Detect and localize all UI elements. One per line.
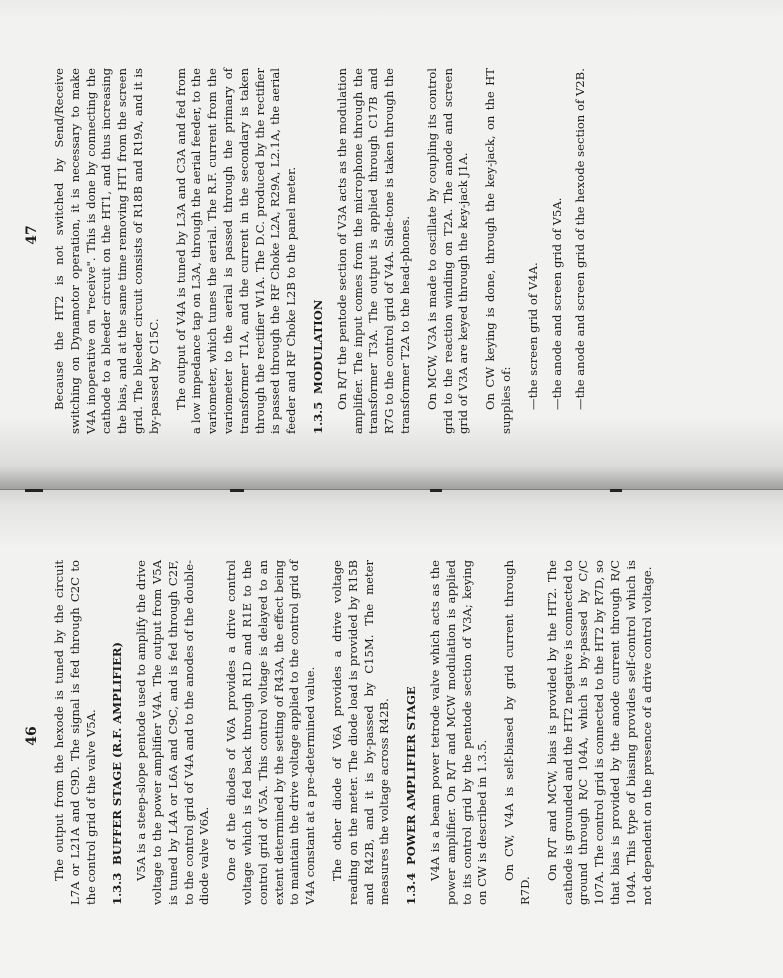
paragraph: V4A is a beam power tetrode valve which acts as the power amplifier. On R/T and MCW modulation is applied to its control grid by the pentode section of V3A; keying on CW is described in 1.3.5.	[427, 560, 490, 905]
binding-stitch	[230, 489, 244, 492]
page-47-text-column	[52, 68, 597, 434]
page-46-text-column	[52, 560, 666, 905]
section-number: 1.3.4	[404, 872, 419, 905]
paragraph: The output of V4A is tuned by L3A and C3A and fed from a low impedance tap on L3A, through the aerial feeder, to the variometer, which tunes the aerial. The R.F. current from the variometer to the aerial is passed through the primary of transformer T1A, and the current in the secondary is taken through the rectifier W1A. The D.C. produced by the rectifier is passed through the RF Choke L2A, R29A, L2.1A, the aerial feeder and RF Choke L2B to the panel meter.	[173, 68, 299, 434]
page-46	[0, 490, 783, 978]
section-title: MODULATION	[310, 299, 325, 394]
binding-stitch	[430, 489, 442, 492]
paragraph: One of the diodes of V6A provides a drive control voltage which is fed back through R1D and R1E to the control grid of V5A. This control voltage is delayed to an extent determined by the setting of R43A, the effect being to maintain the drive voltage applied to the control grid of V4A constant at a pre-determined value.	[224, 560, 318, 905]
binding-stitch	[25, 489, 43, 492]
paragraph: On CW, V4A is self-biased by grid current through R7D.	[502, 560, 532, 905]
section-number: 1.3.3	[110, 872, 125, 905]
list-item: —the anode and screen grid of the hexode section of V2B.	[573, 68, 588, 410]
paragraph: V5A is a steep-slope pentode used to amplify the drive voltage to the power amplifier V4A. The output from V5A is tuned by L4A or L6A and C9C, and is fed through C2F, to the control grid of V4A and to the anodes of the double-diode valve V6A.	[134, 560, 212, 905]
page-number: 46	[24, 726, 40, 746]
paragraph: On R/T the pentode section of V3A acts as the modulation amplifier. The input comes from the microphone through the transformer T3A. The output is applied through C17B and R7G to the control grid of V4A. Side-tone is taken through the transformer T2A to the head-phones.	[334, 68, 412, 434]
intro-paragraph: The output from the hexode is tuned by the circuit L7A or L21A and C9D. The signal is fed through C2C to the control grid of the valve V5A.	[52, 560, 98, 905]
section-heading-modulation	[311, 68, 327, 434]
list-item: —the anode and screen grid of V5A.	[549, 197, 564, 410]
book-spine	[0, 489, 783, 490]
section-heading-power-amplifier	[404, 560, 420, 905]
page-number: 47	[24, 225, 40, 245]
section-heading-buffer-stage	[110, 560, 126, 905]
paragraph: On MCW, V3A is made to oscillate by coupling its control grid to the reaction winding on T2A. The anode and screen grid of V3A are keyed through the key-jack J1A.	[424, 68, 471, 434]
section-number: 1.3.5	[310, 401, 325, 434]
ht-supplies-list	[526, 68, 589, 434]
paragraph: On CW keying is done, through the key-jack, on the HT supplies of:	[483, 68, 513, 434]
paragraph: Because the HT2 is not switched by Send/Receive switching on Dynamotor operation, it is necessary to make V4A inoperative on "receive". This is done by connecting the cathode to a bleeder circuit on the HT1, and thus increasing the bias, and at the same time removing HT1 from the screen grid. The bleeder circuit consists of R18B and R19A, and it is by-passed by C15C.	[52, 68, 161, 434]
binding-stitch	[610, 489, 622, 492]
section-title: POWER AMPLIFIER STAGE	[404, 686, 419, 865]
list-item: —the screen grid of V4A.	[525, 262, 540, 410]
paragraph: The other diode of V6A provides a drive voltage reading on the meter. The diode load is provided by R15B and R42B, and it is by-passed by C15M. The meter measures the voltage across R42B.	[329, 560, 392, 905]
section-title: BUFFER STAGE (R.F. AMPLIFIER)	[110, 641, 125, 865]
paragraph: On R/T and MCW, bias is provided by the HT2. The cathode is grounded and the HT2 negative is connected to ground through R/C 104A, which is by-passed by C/C 107A. The control grid is connected to the HT2 by R7D, so that bias is provided by the anode current through R/C 104A. This type of biasing provides self-control which is not dependent on the presence of a drive control voltage.	[544, 560, 654, 905]
